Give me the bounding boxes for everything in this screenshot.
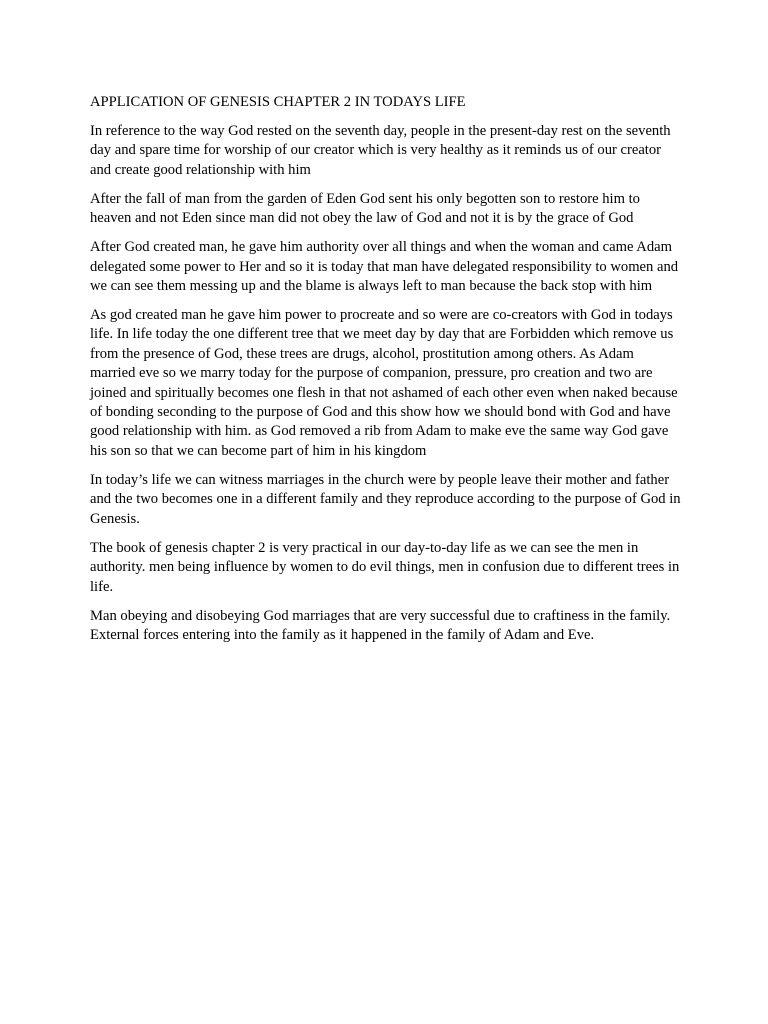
paragraph-obedience: Man obeying and disobeying God marriages that are very successful due to craftiness in the family. External forces entering into the family as it happened in the family of Adam and Eve. bbox=[90, 607, 671, 643]
paragraph-authority: After God created man, he gave him authority over all things and when the woman and came Adam delegated some power to Her and so it is today that man have delegated responsibility to women and we can see them messing up and the blame is always left to man because the back stop with him bbox=[90, 239, 679, 295]
paragraph-practical-life: The book of genesis chapter 2 is very practical in our day-to-day life as we can see the men in authority. men being influence by women to do evil things, men in confusion due to different trees in life. bbox=[90, 539, 680, 595]
paragraph-procreation: As god created man he gave him power to procreate and so were are co-creators with God in todays life. In life today the one different tree that we meet day by day that are Forbidden which remove us from the presence of God, these trees are drugs, alcohol, prostitution among others. As Adam married eve so we marry today for the purpose of companion, pressure, pro creation and two are joined and spiritually becomes one flesh in that not ashamed of each other even when naked because of bonding seconding to the purpose of God and this show how we should bond with God and have good relationship with him. as God removed a rib from Adam to make eve the same way God gave his son so that we can become part of him in his kingdom bbox=[90, 307, 678, 459]
paragraph-fall-of-man: After the fall of man from the garden of Eden God sent his only begotten son to restore him to heaven and not Eden since man did not obey the law of God and not it is by the grace of God bbox=[90, 190, 640, 227]
document-body bbox=[90, 93, 682, 655]
paragraph-sabbath-rest: In reference to the way God rested on the seventh day, people in the present-day rest on the seventh day and spare time for worship of our creator which is very healthy as it reminds us of our creator and create good relationship with him bbox=[90, 123, 671, 178]
paragraph-marriage: In today’s life we can witness marriages in the church were by people leave their mother and father and the two becomes one in a different family and they reproduce according to the purpose of God in Genesis. bbox=[90, 471, 681, 527]
document-title: APPLICATION OF GENESIS CHAPTER 2 IN TODAYS LIFE bbox=[90, 94, 466, 110]
